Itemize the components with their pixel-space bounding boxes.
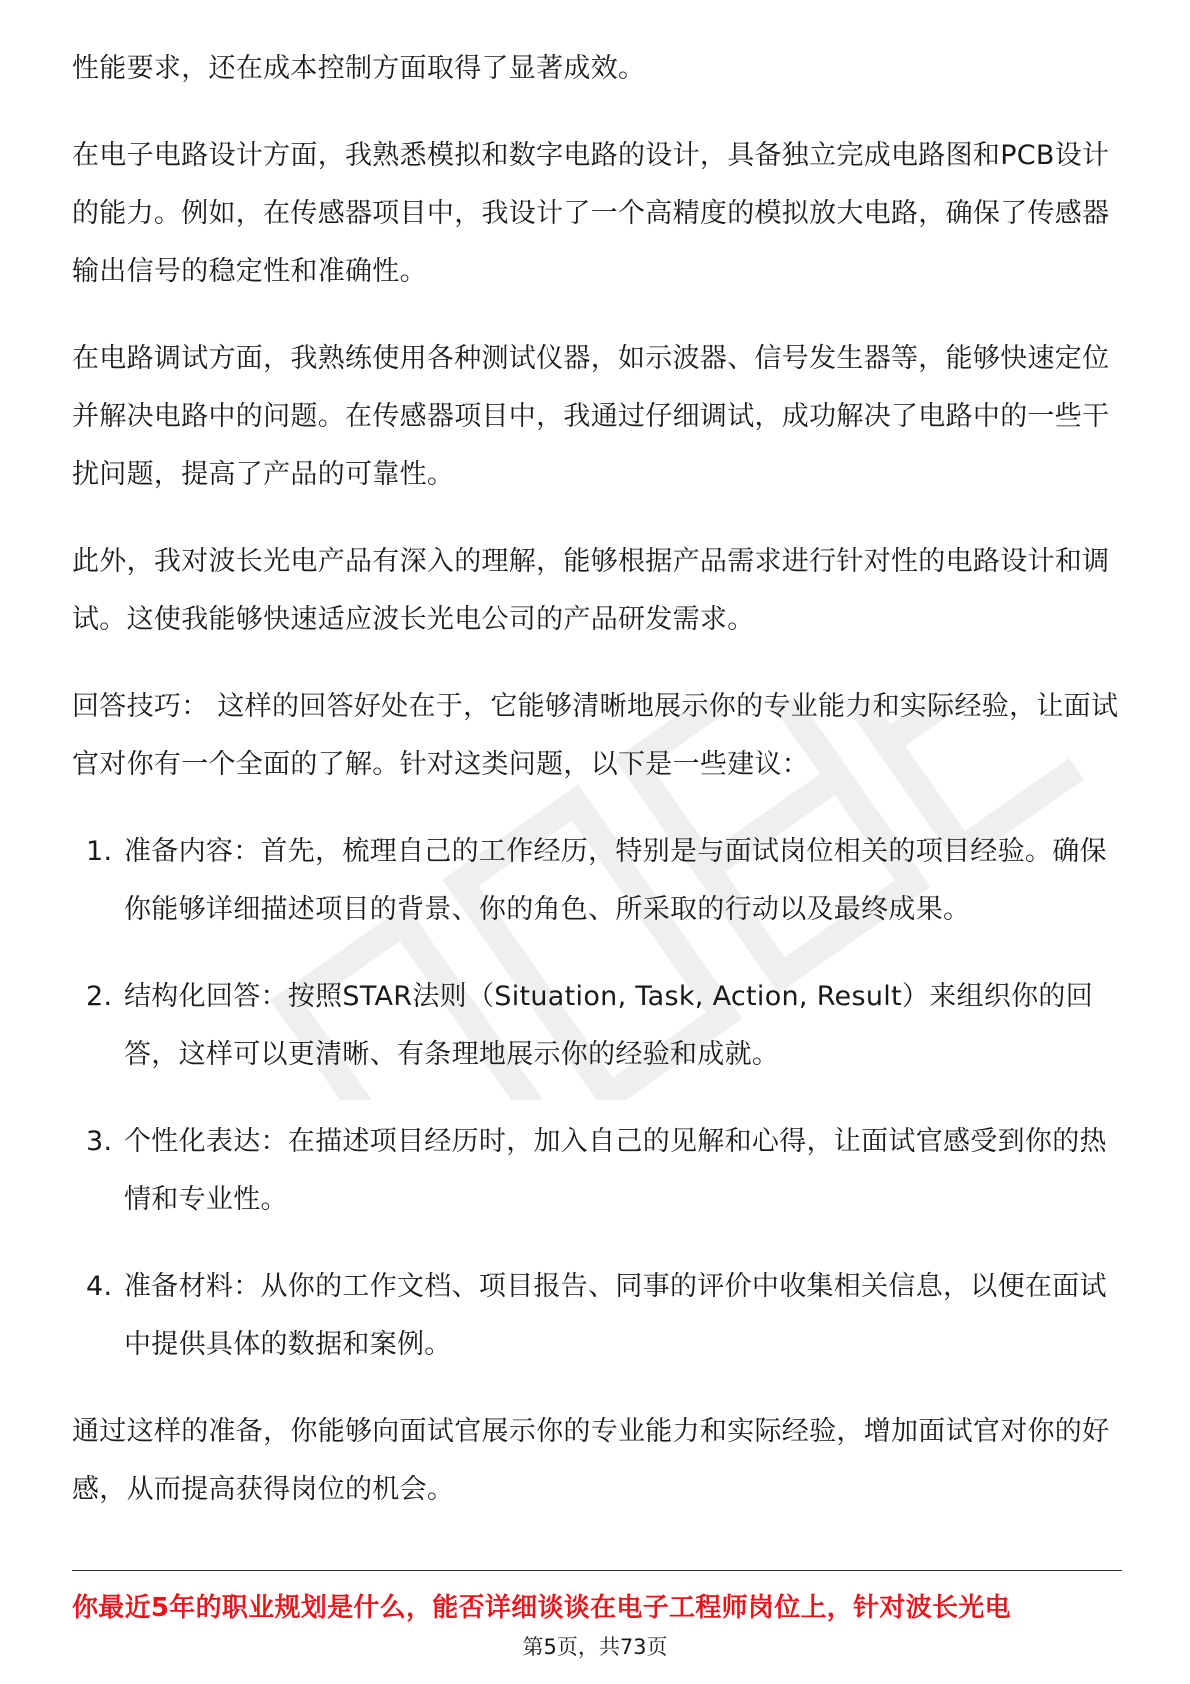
paragraph-circuit-design: 在电子电路设计方面，我熟悉模拟和数字电路的设计，具备独立完成电路图和PCB设计的能力。例如，在传感器项目中，我设计了一个高精度的模拟放大电路，确保了传感器输出信号的稳定性和准确性。 — [72, 140, 1110, 287]
paragraph-product-understanding: 此外，我对波长光电产品有深入的理解，能够根据产品需求进行针对性的电路设计和调试。这使我能够快速适应波长光电公司的产品研发需求。 — [72, 546, 1110, 635]
paragraph-circuit-debugging: 在电路调试方面，我熟练使用各种测试仪器，如示波器、信号发生器等，能够快速定位并解决电路中的问题。在传感器项目中，我通过仔细调试，成功解决了电路中的一些干扰问题，提高了产品的可靠性。 — [72, 343, 1110, 490]
list-text: 个性化表达：在描述项目经历时，加入自己的见解和心得，让面试官感受到你的热情和专业性。 — [124, 1126, 1107, 1215]
paragraph-closing: 通过这样的准备，你能够向面试官展示你的专业能力和实际经验，增加面试官对你的好感，从而提高获得岗位的机会。 — [72, 1416, 1110, 1505]
footer-divider — [72, 1570, 1122, 1571]
list-number: 3. — [86, 1126, 113, 1157]
list-item — [72, 823, 1122, 939]
list-number: 1. — [86, 836, 113, 867]
list-text: 准备材料：从你的工作文档、项目报告、同事的评价中收集相关信息，以便在面试中提供具体的数据和案例。 — [124, 1271, 1107, 1360]
paragraph-answer-tips: 回答技巧： 这样的回答好处在于，它能够清晰地展示你的专业能力和实际经验，让面试官对你有一个全面的了解。针对这类问题，以下是一些建议： — [72, 691, 1119, 780]
page-number: 第5页，共73页 — [522, 1635, 668, 1659]
list-text: 结构化回答：按照STAR法则（Situation, Task, Action, Result）来组织你的回答，这样可以更清晰、有条理地展示你的经验和成就。 — [124, 981, 1094, 1070]
list-item — [72, 1258, 1122, 1374]
document-body — [72, 40, 1122, 1548]
list-item — [72, 968, 1122, 1084]
tips-list — [72, 823, 1122, 1374]
list-item — [72, 1113, 1122, 1229]
list-number: 4. — [86, 1271, 113, 1302]
next-question-heading: 你最近5年的职业规划是什么，能否详细谈谈在电子工程师岗位上，针对波长光电 — [72, 1593, 1011, 1623]
list-number: 2. — [86, 981, 113, 1012]
list-text: 准备内容：首先，梳理自己的工作经历，特别是与面试岗位相关的项目经验。确保你能够详细描述项目的背景、你的角色、所采取的行动以及最终成果。 — [124, 836, 1107, 925]
paragraph-performance: 性能要求，还在成本控制方面取得了显著成效。 — [72, 53, 646, 84]
